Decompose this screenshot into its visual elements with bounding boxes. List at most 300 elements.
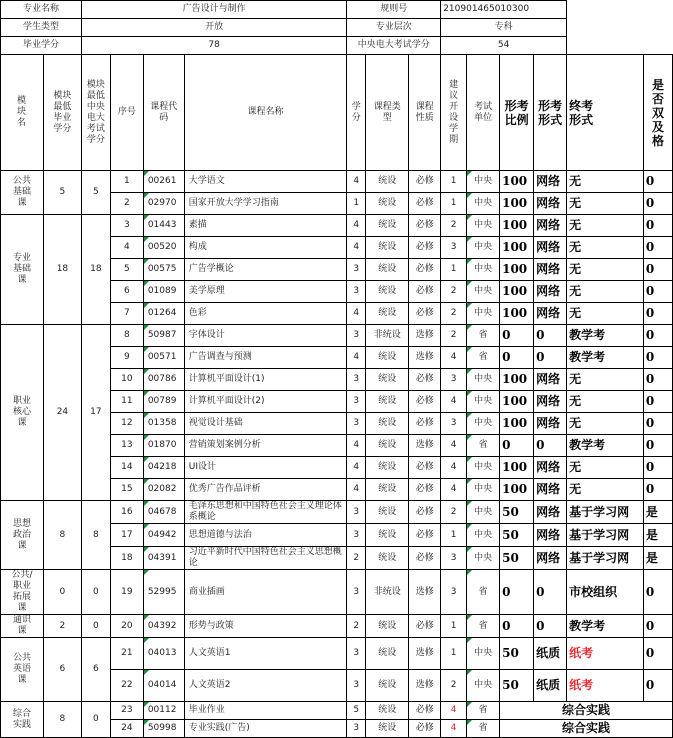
final-cell: 教学考 xyxy=(567,347,644,369)
form-cell: 纸质 xyxy=(534,638,567,670)
credit-cell: 3 xyxy=(347,524,366,547)
course-nature: 选修 xyxy=(409,435,441,457)
course-code: 52995 xyxy=(143,570,184,615)
course-type: 统设 xyxy=(366,347,409,369)
final-cell: 无 xyxy=(567,413,644,435)
final-cell: 无 xyxy=(567,215,644,237)
form-cell: 网络 xyxy=(534,237,567,259)
module-min-grad: 0 xyxy=(43,570,81,615)
semester-cell: 4 xyxy=(441,347,467,369)
credit-cell: 3 xyxy=(347,501,366,524)
ratio-cell: 50 xyxy=(500,501,534,524)
semester-cell: 1 xyxy=(441,259,467,281)
final-cell: 纸考 xyxy=(567,670,644,702)
seq-cell: 23 xyxy=(110,702,143,720)
dual-cell: 0 xyxy=(643,570,672,615)
final-cell: 无 xyxy=(567,479,644,501)
seq-cell: 19 xyxy=(110,570,143,615)
dual-cell: 0 xyxy=(643,391,672,413)
module-min-central: 17 xyxy=(81,325,110,501)
seq-cell: 1 xyxy=(110,171,143,193)
exam-unit: 中央 xyxy=(467,193,500,215)
final-cell: 教学考 xyxy=(567,435,644,457)
ratio-cell: 100 xyxy=(500,303,534,325)
form-cell: 0 xyxy=(534,347,567,369)
final-cell: 纸考 xyxy=(567,638,644,670)
credit-cell: 3 xyxy=(347,325,366,347)
credit-cell: 4 xyxy=(347,457,366,479)
seq-cell: 2 xyxy=(110,193,143,215)
course-code: 01264 xyxy=(143,303,184,325)
course-nature: 必修 xyxy=(409,479,441,501)
course-name: 商业插画 xyxy=(184,570,346,615)
course-name: 毛泽东思想和中国特色社会主义理论体系概论 xyxy=(184,501,346,524)
dual-cell: 0 xyxy=(643,457,672,479)
central-credits-label: 中央电大考试学分 xyxy=(347,37,441,55)
course-code: 00789 xyxy=(143,391,184,413)
course-code: 04014 xyxy=(143,670,184,702)
course-code: 04391 xyxy=(143,547,184,570)
dual-cell: 0 xyxy=(643,325,672,347)
course-code: 01089 xyxy=(143,281,184,303)
course-name: 计算机平面设计(1) xyxy=(184,369,346,391)
credit-cell: 4 xyxy=(347,237,366,259)
course-nature: 必修 xyxy=(409,457,441,479)
level-value: 专科 xyxy=(441,19,567,37)
course-nature: 选修 xyxy=(409,670,441,702)
credit-cell: 1 xyxy=(347,193,366,215)
semester-cell: 4 xyxy=(441,720,467,738)
semester-cell: 1 xyxy=(441,615,467,638)
credit-cell: 3 xyxy=(347,259,366,281)
module-min-central: 18 xyxy=(81,215,110,325)
form-cell: 网络 xyxy=(534,369,567,391)
col-credit: 学分 xyxy=(347,55,366,171)
credit-cell: 3 xyxy=(347,720,366,738)
table-row xyxy=(1,638,673,670)
module-min-central: 5 xyxy=(81,171,110,215)
credit-cell: 4 xyxy=(347,435,366,457)
major-value: 广告设计与制作 xyxy=(81,1,346,19)
ratio-cell: 50 xyxy=(500,524,534,547)
final-cell: 无 xyxy=(567,237,644,259)
course-nature: 选修 xyxy=(409,570,441,615)
ratio-cell: 0 xyxy=(500,347,534,369)
course-nature: 必修 xyxy=(409,303,441,325)
seq-cell: 6 xyxy=(110,281,143,303)
exam-unit: 中央 xyxy=(467,171,500,193)
course-code: 00261 xyxy=(143,171,184,193)
course-type: 统设 xyxy=(366,524,409,547)
course-name: 形势与政策 xyxy=(184,615,346,638)
semester-cell: 1 xyxy=(441,524,467,547)
exam-unit: 中央 xyxy=(467,281,500,303)
course-nature: 必修 xyxy=(409,501,441,524)
course-code: 00575 xyxy=(143,259,184,281)
seq-cell: 18 xyxy=(110,547,143,570)
ratio-cell: 100 xyxy=(500,369,534,391)
course-name: UI设计 xyxy=(184,457,346,479)
credit-cell: 3 xyxy=(347,391,366,413)
exam-unit: 中央 xyxy=(467,259,500,281)
table-row xyxy=(1,325,673,347)
ratio-cell: 0 xyxy=(500,435,534,457)
course-nature: 必修 xyxy=(409,391,441,413)
course-name: 优秀广告作品评析 xyxy=(184,479,346,501)
course-type: 统设 xyxy=(366,670,409,702)
course-type: 统设 xyxy=(366,281,409,303)
seq-cell: 21 xyxy=(110,638,143,670)
course-code: 50987 xyxy=(143,325,184,347)
module-min-central: 0 xyxy=(81,615,110,638)
ratio-cell: 0 xyxy=(500,615,534,638)
course-code: 00786 xyxy=(143,369,184,391)
col-final: 终考形式 xyxy=(567,55,644,171)
module-name: 通识课 xyxy=(1,615,44,638)
semester-cell: 2 xyxy=(441,501,467,524)
semester-cell: 2 xyxy=(441,670,467,702)
form-cell: 网络 xyxy=(534,501,567,524)
course-nature: 必修 xyxy=(409,193,441,215)
col-dual: 是否双及格 xyxy=(643,55,672,171)
course-name: 色彩 xyxy=(184,303,346,325)
seq-cell: 11 xyxy=(110,391,143,413)
course-name: 人文英语1 xyxy=(184,638,346,670)
dual-cell: 0 xyxy=(643,259,672,281)
grad-credits-value: 78 xyxy=(81,37,346,55)
semester-cell: 1 xyxy=(441,638,467,670)
form-cell: 0 xyxy=(534,325,567,347)
col-code: 课程代码 xyxy=(143,55,184,171)
exam-unit: 中央 xyxy=(467,391,500,413)
semester-cell: 2 xyxy=(441,325,467,347)
final-cell: 基于学习网 xyxy=(567,524,644,547)
final-cell: 无 xyxy=(567,457,644,479)
course-nature: 必修 xyxy=(409,237,441,259)
student-type-value: 开放 xyxy=(81,19,346,37)
major-label: 专业名称 xyxy=(1,1,82,19)
exam-unit: 中央 xyxy=(467,237,500,259)
seq-cell: 8 xyxy=(110,325,143,347)
course-code: 04392 xyxy=(143,615,184,638)
course-nature: 必修 xyxy=(409,547,441,570)
seq-cell: 3 xyxy=(110,215,143,237)
final-cell: 教学考 xyxy=(567,325,644,347)
table-row xyxy=(1,702,673,720)
exam-unit: 中央 xyxy=(467,638,500,670)
exam-unit: 中央 xyxy=(467,413,500,435)
form-cell: 网络 xyxy=(534,547,567,570)
course-code: 02970 xyxy=(143,193,184,215)
module-name: 思想政治课 xyxy=(1,501,44,570)
seq-cell: 10 xyxy=(110,369,143,391)
credit-cell: 3 xyxy=(347,281,366,303)
course-code: 01870 xyxy=(143,435,184,457)
course-nature: 选修 xyxy=(409,638,441,670)
final-cell: 无 xyxy=(567,193,644,215)
dual-cell: 0 xyxy=(643,615,672,638)
semester-cell: 3 xyxy=(441,237,467,259)
course-name: 美学原理 xyxy=(184,281,346,303)
credit-cell: 2 xyxy=(347,547,366,570)
form-cell: 网络 xyxy=(534,215,567,237)
exam-unit: 省 xyxy=(467,435,500,457)
module-min-grad: 18 xyxy=(43,215,81,325)
form-cell: 0 xyxy=(534,435,567,457)
course-type: 统设 xyxy=(366,479,409,501)
credit-cell: 3 xyxy=(347,638,366,670)
course-type: 非统设 xyxy=(366,325,409,347)
course-type: 统设 xyxy=(366,193,409,215)
module-name: 公共/职业拓展课 xyxy=(1,570,44,615)
final-cell: 无 xyxy=(567,369,644,391)
credit-cell: 4 xyxy=(347,303,366,325)
dual-cell: 0 xyxy=(643,413,672,435)
credit-cell: 3 xyxy=(347,369,366,391)
credit-cell: 2 xyxy=(347,615,366,638)
module-name: 专业基础课 xyxy=(1,215,44,325)
credit-cell: 3 xyxy=(347,570,366,615)
module-min-central: 6 xyxy=(81,638,110,702)
final-cell: 无 xyxy=(567,281,644,303)
ratio-cell: 0 xyxy=(500,570,534,615)
ratio-cell: 50 xyxy=(500,547,534,570)
dual-cell: 0 xyxy=(643,369,672,391)
course-nature: 选修 xyxy=(409,347,441,369)
course-code: 04218 xyxy=(143,457,184,479)
seq-cell: 12 xyxy=(110,413,143,435)
exam-unit: 省 xyxy=(467,720,500,738)
course-type: 统设 xyxy=(366,215,409,237)
course-type: 统设 xyxy=(366,369,409,391)
course-type: 统设 xyxy=(366,547,409,570)
final-cell: 无 xyxy=(567,171,644,193)
course-name: 计算机平面设计(2) xyxy=(184,391,346,413)
col-semester: 建议开设学期 xyxy=(441,55,467,171)
table-row xyxy=(1,215,673,237)
credit-cell: 4 xyxy=(347,347,366,369)
course-type: 统设 xyxy=(366,413,409,435)
course-code: 02082 xyxy=(143,479,184,501)
module-min-central: 0 xyxy=(81,570,110,615)
ratio-cell: 0 xyxy=(500,325,534,347)
exam-unit: 中央 xyxy=(467,215,500,237)
col-module: 模块名 xyxy=(1,55,44,171)
course-nature: 必修 xyxy=(409,615,441,638)
dual-cell: 0 xyxy=(643,435,672,457)
ratio-cell: 50 xyxy=(500,670,534,702)
course-type: 统设 xyxy=(366,638,409,670)
module-min-grad: 2 xyxy=(43,615,81,638)
course-code: 50998 xyxy=(143,720,184,738)
col-form: 形考形式 xyxy=(534,55,567,171)
module-min-central: 0 xyxy=(81,702,110,738)
rule-label: 规则号 xyxy=(347,1,441,19)
ratio-cell: 100 xyxy=(500,479,534,501)
course-type: 非统设 xyxy=(366,570,409,615)
course-code: 04678 xyxy=(143,501,184,524)
course-nature: 必修 xyxy=(409,259,441,281)
seq-cell: 16 xyxy=(110,501,143,524)
form-cell: 网络 xyxy=(534,524,567,547)
seq-cell: 24 xyxy=(110,720,143,738)
semester-cell: 1 xyxy=(441,193,467,215)
course-name: 视觉设计基础 xyxy=(184,413,346,435)
ratio-cell: 100 xyxy=(500,237,534,259)
seq-cell: 5 xyxy=(110,259,143,281)
course-name: 国家开放大学学习指南 xyxy=(184,193,346,215)
column-header-row xyxy=(1,55,673,171)
student-type-label: 学生类型 xyxy=(1,19,82,37)
dual-cell: 0 xyxy=(643,171,672,193)
course-type: 统设 xyxy=(366,720,409,738)
course-type: 统设 xyxy=(366,501,409,524)
final-cell: 基于学习网 xyxy=(567,501,644,524)
ratio-cell: 100 xyxy=(500,391,534,413)
seq-cell: 4 xyxy=(110,237,143,259)
course-name: 构成 xyxy=(184,237,346,259)
col-min-central: 模块最低中央电大考试学分 xyxy=(81,55,110,171)
table-row xyxy=(1,615,673,638)
exam-unit: 中央 xyxy=(467,457,500,479)
rule-value: 210901465010300 xyxy=(441,1,567,19)
grad-credits-label: 毕业学分 xyxy=(1,37,82,55)
exam-unit: 中央 xyxy=(467,524,500,547)
course-type: 统设 xyxy=(366,303,409,325)
semester-cell: 3 xyxy=(441,570,467,615)
dual-cell: 0 xyxy=(643,303,672,325)
dual-cell: 0 xyxy=(643,193,672,215)
semester-cell: 1 xyxy=(441,171,467,193)
credit-cell: 3 xyxy=(347,670,366,702)
module-name: 职业核心课 xyxy=(1,325,44,501)
practice-cell: 综合实践 xyxy=(500,702,673,720)
semester-cell: 2 xyxy=(441,281,467,303)
semester-cell: 3 xyxy=(441,369,467,391)
ratio-cell: 100 xyxy=(500,171,534,193)
course-name: 广告调查与预测 xyxy=(184,347,346,369)
form-cell: 网络 xyxy=(534,259,567,281)
form-cell: 0 xyxy=(534,615,567,638)
form-cell: 网络 xyxy=(534,413,567,435)
semester-cell: 4 xyxy=(441,457,467,479)
exam-unit: 中央 xyxy=(467,479,500,501)
ratio-cell: 100 xyxy=(500,413,534,435)
form-cell: 网络 xyxy=(534,479,567,501)
form-cell: 0 xyxy=(534,570,567,615)
level-label: 专业层次 xyxy=(347,19,441,37)
ratio-cell: 50 xyxy=(500,638,534,670)
col-type: 课程类型 xyxy=(366,55,409,171)
form-cell: 网络 xyxy=(534,193,567,215)
course-nature: 选修 xyxy=(409,325,441,347)
col-unit: 考试单位 xyxy=(467,55,500,171)
form-cell: 网络 xyxy=(534,457,567,479)
dual-cell: 0 xyxy=(643,347,672,369)
ratio-cell: 100 xyxy=(500,281,534,303)
course-name: 字体设计 xyxy=(184,325,346,347)
col-name: 课程名称 xyxy=(184,55,346,171)
course-nature: 必修 xyxy=(409,413,441,435)
course-code: 01358 xyxy=(143,413,184,435)
module-name: 公共基础课 xyxy=(1,171,44,215)
ratio-cell: 100 xyxy=(500,215,534,237)
module-min-grad: 24 xyxy=(43,325,81,501)
seq-cell: 7 xyxy=(110,303,143,325)
course-type: 统设 xyxy=(366,435,409,457)
dual-cell: 0 xyxy=(643,670,672,702)
seq-cell: 20 xyxy=(110,615,143,638)
course-rows xyxy=(1,171,673,738)
central-credits-value: 54 xyxy=(441,37,567,55)
seq-cell: 9 xyxy=(110,347,143,369)
module-name: 综合实践 xyxy=(1,702,44,738)
course-nature: 必修 xyxy=(409,720,441,738)
course-code: 00112 xyxy=(143,702,184,720)
course-name: 毕业作业 xyxy=(184,702,346,720)
course-name: 营销策划案例分析 xyxy=(184,435,346,457)
exam-unit: 省 xyxy=(467,347,500,369)
course-name: 大学语文 xyxy=(184,171,346,193)
semester-cell: 4 xyxy=(441,479,467,501)
module-min-central: 8 xyxy=(81,501,110,570)
table-row xyxy=(1,570,673,615)
credit-cell: 3 xyxy=(347,413,366,435)
module-min-grad: 8 xyxy=(43,702,81,738)
course-nature: 必修 xyxy=(409,215,441,237)
final-cell: 无 xyxy=(567,303,644,325)
semester-cell: 3 xyxy=(441,547,467,570)
seq-cell: 22 xyxy=(110,670,143,702)
practice-cell: 综合实践 xyxy=(500,720,673,738)
final-cell: 基于学习网 xyxy=(567,547,644,570)
final-cell: 无 xyxy=(567,259,644,281)
seq-cell: 13 xyxy=(110,435,143,457)
course-code: 04013 xyxy=(143,638,184,670)
credit-cell: 4 xyxy=(347,171,366,193)
course-type: 统设 xyxy=(366,171,409,193)
semester-cell: 3 xyxy=(441,413,467,435)
form-cell: 网络 xyxy=(534,303,567,325)
exam-unit: 省 xyxy=(467,702,500,720)
course-name: 人文英语2 xyxy=(184,670,346,702)
course-type: 统设 xyxy=(366,391,409,413)
course-code: 00571 xyxy=(143,347,184,369)
dual-cell: 0 xyxy=(643,237,672,259)
semester-cell: 4 xyxy=(441,702,467,720)
exam-unit: 省 xyxy=(467,615,500,638)
credit-cell: 4 xyxy=(347,479,366,501)
course-nature: 必修 xyxy=(409,171,441,193)
table-row xyxy=(1,501,673,524)
exam-unit: 省 xyxy=(467,325,500,347)
course-name: 素描 xyxy=(184,215,346,237)
course-type: 统设 xyxy=(366,457,409,479)
course-type: 统设 xyxy=(366,237,409,259)
course-name: 专业实践(广告) xyxy=(184,720,346,738)
final-cell: 市校组织 xyxy=(567,570,644,615)
dual-cell: 0 xyxy=(643,215,672,237)
exam-unit: 中央 xyxy=(467,369,500,391)
semester-cell: 4 xyxy=(441,391,467,413)
course-nature: 必修 xyxy=(409,281,441,303)
module-min-grad: 6 xyxy=(43,638,81,702)
credit-cell: 4 xyxy=(347,215,366,237)
credit-cell: 5 xyxy=(347,702,366,720)
col-min-grad: 模块最低毕业学分 xyxy=(43,55,81,171)
seq-cell: 15 xyxy=(110,479,143,501)
exam-unit: 中央 xyxy=(467,501,500,524)
